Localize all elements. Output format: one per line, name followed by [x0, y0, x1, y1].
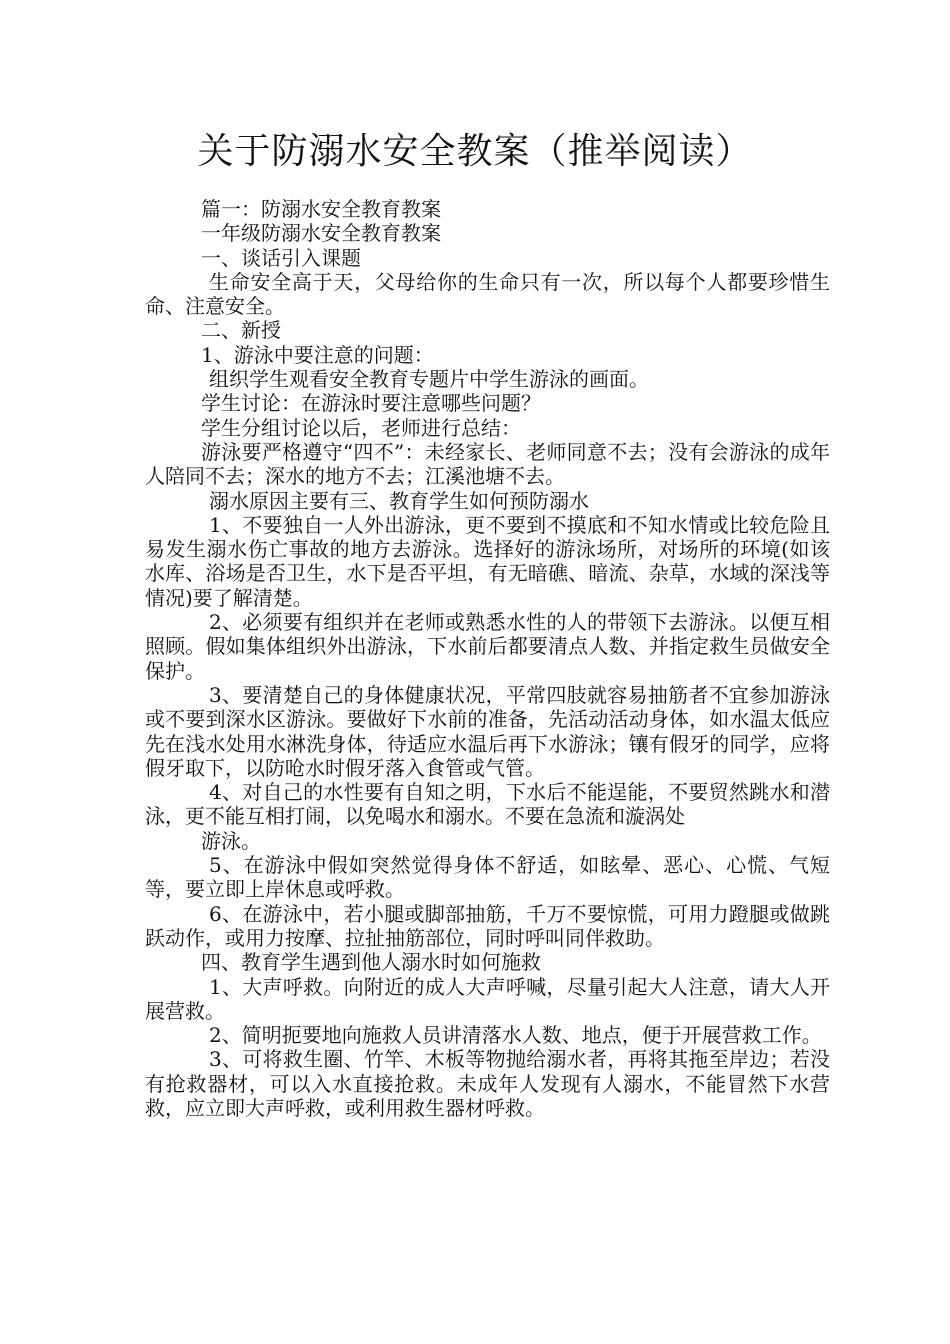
paragraph: 四、教育学生遇到他人溺水时如何施救 — [201, 950, 541, 975]
paragraph: 一年级防溺水安全教育教案 — [201, 221, 441, 246]
paragraph: 1、游泳中要注意的问题： — [201, 342, 434, 367]
paragraph: 一、谈话引入课题 — [201, 245, 361, 270]
paragraph: 溺水原因主要有三、教育学生如何预防溺水 — [209, 488, 589, 513]
paragraph: 生命安全高于天，父母给你的生命只有一次，所以每个人都要珍惜生命、注意安全。 — [145, 269, 830, 319]
paragraph: 游泳。 — [201, 828, 261, 853]
document-title: 关于防溺水安全教案（推举阅读） — [197, 131, 753, 172]
paragraph: 篇一：防溺水安全教育教案 — [201, 197, 441, 221]
paragraph: 1、不要独自一人外出游泳，更不要到不摸底和不知水情或比较危险且易发生溺水伤亡事故的地方去游泳。选择好的游泳场所，对场所的环境(如该水库、浴场是否卫生，水下是否平坦，有无暗礁、暗流、杂草，水域的深浅等情况)要了解清楚。 — [145, 512, 830, 610]
paragraph: 2、必须要有组织并在老师或熟悉水性的人的带领下去游泳。以便互相照顾。假如集体组织外出游泳，下水前后都要清点人数、并指定救生员做安全保护。 — [145, 610, 830, 683]
paragraph: 二、新授 — [201, 318, 281, 343]
paragraph: 5、在游泳中假如突然觉得身体不舒适，如眩晕、恶心、心慌、气短等，要立即上岸休息或呼救。 — [145, 853, 830, 902]
document-body — [145, 197, 830, 1120]
paragraph: 4、对自己的水性要有自知之明，下水后不能逞能，不要贸然跳水和潜泳，更不能互相打闹，以免喝水和溺水。不要在急流和漩涡处 — [145, 780, 830, 829]
paragraph: 3、要清楚自己的身体健康状况，平常四肢就容易抽筋者不宜参加游泳或不要到深水区游泳。要做好下水前的准备，先活动活动身体，如水温太低应先在浅水处用水淋洗身体，待适应水温后再下水游泳；镶有假牙的同学，应将假牙取下，以防呛水时假牙落入食管或气管。 — [145, 682, 830, 780]
paragraph: 组织学生观看安全教育专题片中学生游泳的画面。 — [209, 367, 649, 392]
paragraph: 6、在游泳中，若小腿或脚部抽筋，千万不要惊慌，可用力蹬腿或做跳跃动作，或用力按摩、拉扯抽筋部位，同时呼叫同伴救助。 — [145, 901, 830, 950]
paragraph: 2、简明扼要地向施救人员讲清落水人数、地点，便于开展营救工作。 — [209, 1023, 822, 1048]
paragraph: 1、大声呼救。向附近的成人大声呼喊，尽量引起大人注意，请大人开展营救。 — [145, 974, 830, 1023]
paragraph: 游泳要严格遵守“四不”：未经家长、老师同意不去；没有会游泳的成年人陪同不去；深水的地方不去；江溪池塘不去。 — [145, 439, 830, 489]
paragraph: 学生分组讨论以后，老师进行总结： — [201, 415, 521, 440]
paragraph: 3、可将救生圈、竹竿、木板等物抛给溺水者，再将其拖至岸边；若没有抢救器材，可以入水直接抢救。未成年人发现有人溺水，不能冒然下水营救，应立即大声呼救，或利用救生器材呼救。 — [145, 1047, 830, 1120]
paragraph: 学生讨论：在游泳时要注意哪些问题？ — [201, 391, 541, 416]
